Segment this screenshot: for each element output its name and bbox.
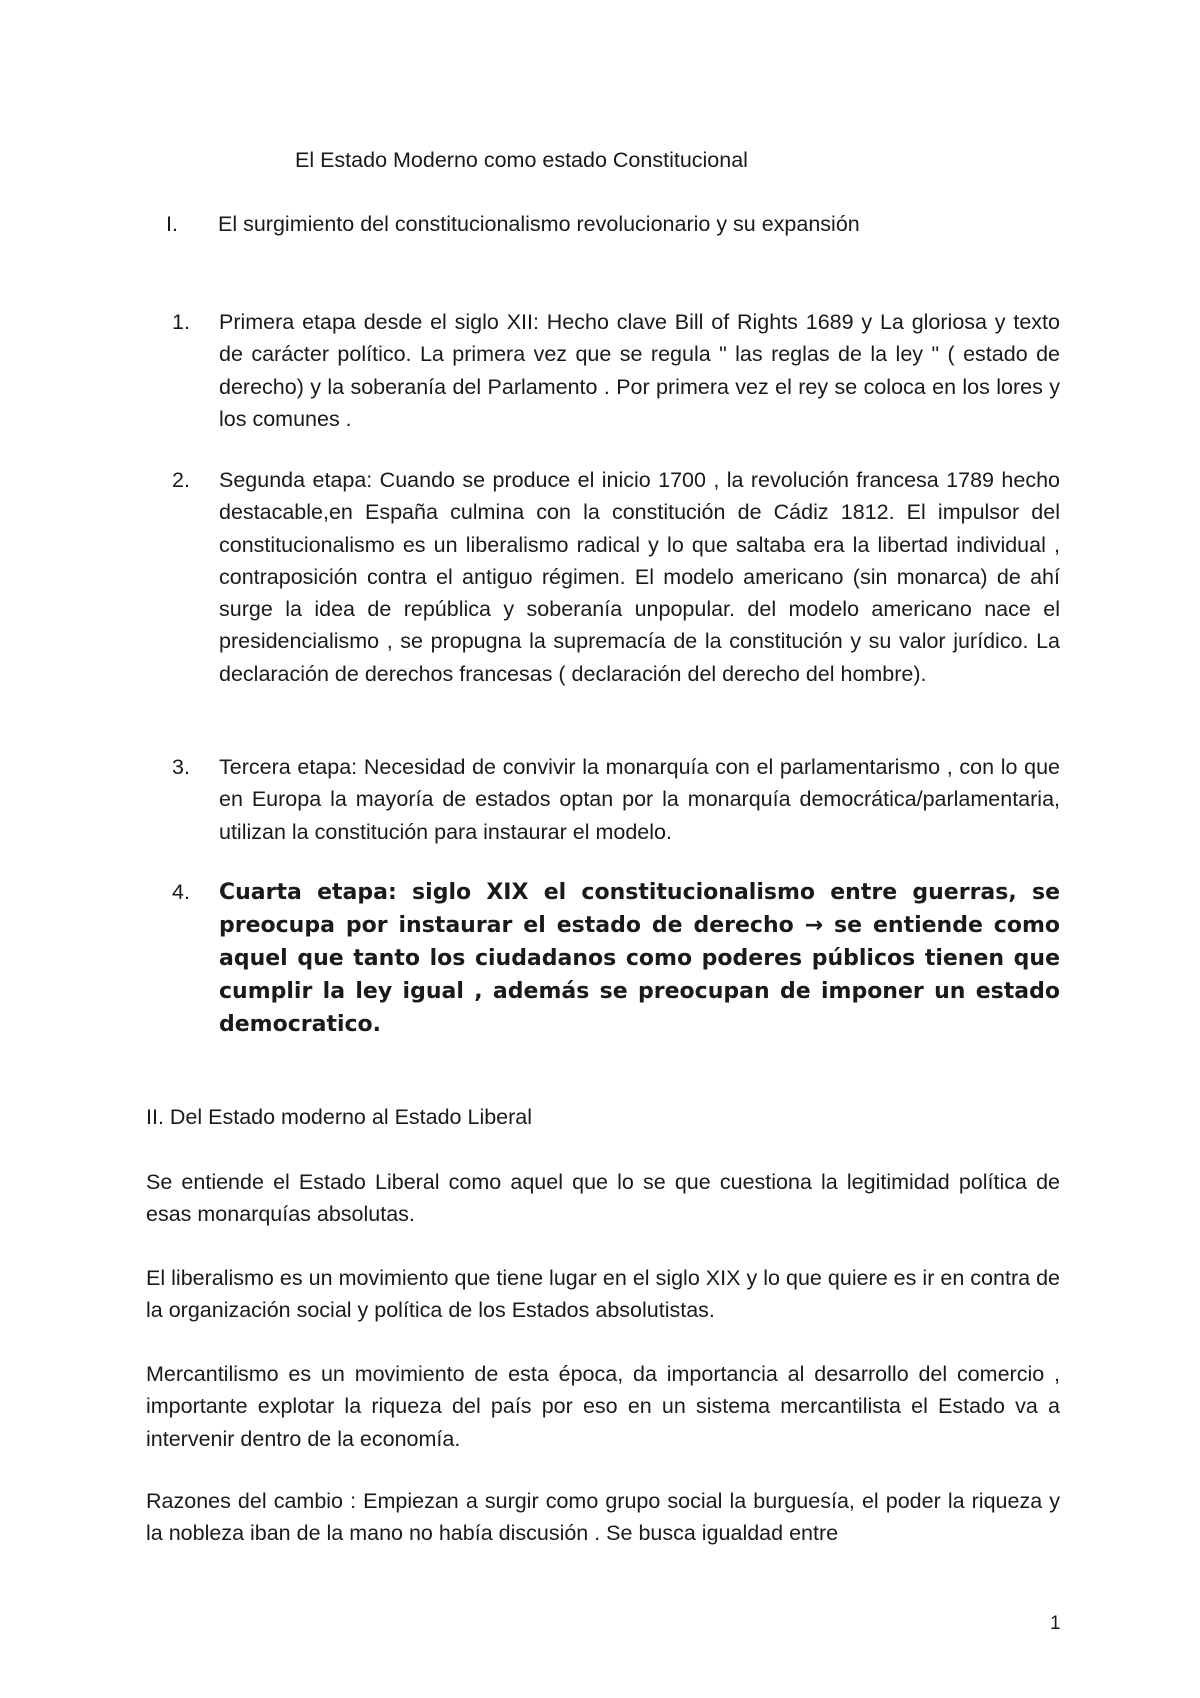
section-two-heading: II. Del Estado moderno al Estado Liberal: [146, 1105, 533, 1129]
stage-item-1: [172, 306, 1060, 435]
stage-item-2: [172, 464, 1060, 690]
stage-text: Cuarta etapa: siglo XIX el constitucionalismo entre guerras, se preocupa por instaurar el estado de derecho → se entiende como aquel que tanto los ciudadanos como poderes públicos tienen que cumplir la ley igual , además se preocupan de imponer un estado democratico.: [219, 880, 1060, 1037]
section-one-heading: [166, 210, 860, 238]
stage-text: Segunda etapa: Cuando se produce el inicio 1700 , la revolución francesa 1789 hecho destacable,en España culmina con la constitución de Cádiz 1812. El impulsor del constitucionalismo es un liberalismo radical y lo que saltaba era la libertad individual , contraposición contra el antiguo régimen. El modelo americano (sin monarca) de ahí surge la idea de república y soberanía unpopular. del modelo americano nace el presidencialismo , se propugna la supremacía de la constitución y su valor jurídico. La declaración de derechos francesas ( declaración del derecho del hombre).: [219, 468, 1060, 686]
stage-number: 1.: [172, 310, 190, 334]
stage-item-4: [172, 876, 1060, 1041]
paragraph: Se entiende el Estado Liberal como aquel que lo se que cuestiona la legitimidad política de esas monarquías absolutas.: [146, 1170, 1060, 1227]
section-one-number: I.: [166, 212, 178, 236]
stage-number: 2.: [172, 468, 190, 492]
paragraph: Mercantilismo es un movimiento de esta época, da importancia al desarrollo del comercio , importante explotar la riqueza del país por eso en un sistema mercantilista el Estado va a intervenir dentro de la economía.: [146, 1362, 1060, 1451]
stage-text: Primera etapa desde el siglo XII: Hecho clave Bill of Rights 1689 y La gloriosa y texto de carácter político. La primera vez que se regula " las reglas de la ley " ( estado de derecho) y la soberanía del Parlamento . Por primera vez el rey se coloca en los lores y los comunes .: [219, 310, 1060, 431]
section-one-title: El surgimiento del constitucionalismo revolucionario y su expansión: [218, 212, 860, 236]
stage-number: 4.: [172, 880, 190, 904]
paragraph: El liberalismo es un movimiento que tiene lugar en el siglo XIX y lo que quiere es ir en contra de la organización social y política de los Estados absolutistas.: [146, 1266, 1060, 1323]
page-number: 1: [1050, 1613, 1061, 1634]
stage-text: Tercera etapa: Necesidad de convivir la monarquía con el parlamentarismo , con lo que en Europa la mayoría de estados optan por la monarquía democrática/parlamentaria, utilizan la constitución para instaurar el modelo.: [219, 755, 1060, 844]
document-title: El Estado Moderno como estado Constitucional: [295, 148, 748, 172]
stage-item-3: [172, 751, 1060, 848]
stage-number: 3.: [172, 755, 190, 779]
paragraph: Razones del cambio : Empiezan a surgir como grupo social la burguesía, el poder la riqueza y la nobleza iban de la mano no había discusión . Se busca igualdad entre: [146, 1489, 1060, 1546]
